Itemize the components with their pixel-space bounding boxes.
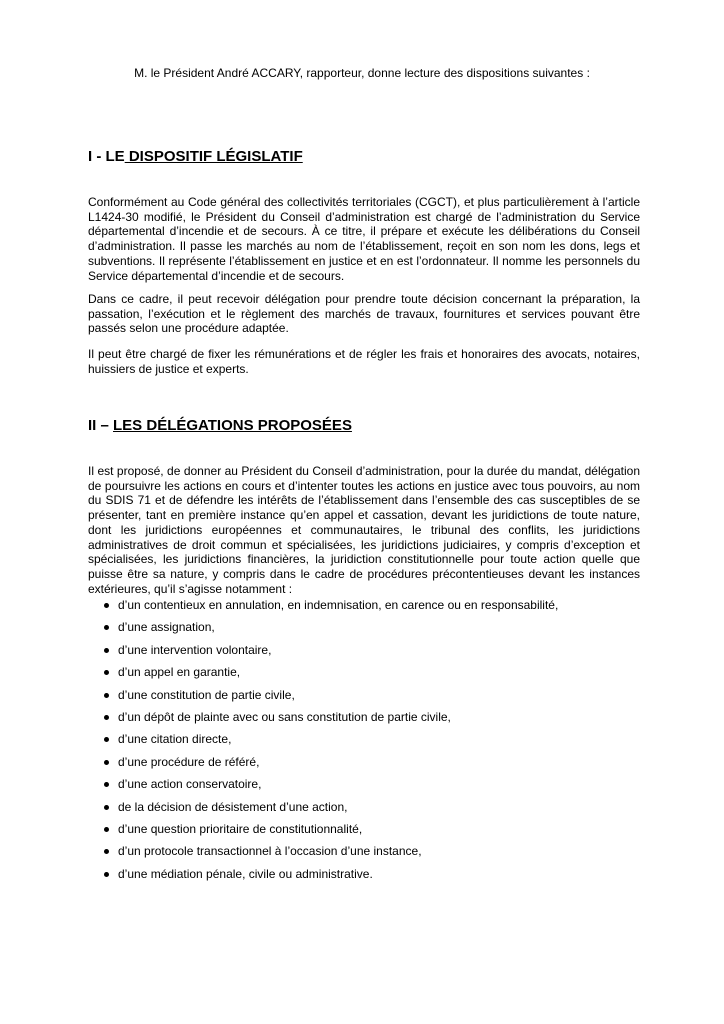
section-1-paragraph-3: Il peut être chargé de fixer les rémunérations et de régler les frais et honoraires des avocats, notaires, huissiers de justice et experts. (88, 347, 640, 376)
bullet-icon (104, 693, 109, 698)
intro-line: M. le Président André ACCARY, rapporteur, donne lecture des dispositions suivantes : (134, 66, 590, 80)
section-1-prefix: I - LE (88, 148, 125, 165)
section-2-heading (88, 417, 352, 434)
section-1-paragraph-1: Conformément au Code général des collectivités territoriales (CGCT), et plus particulièrement à l’article L1424-30 modifié, le Président du Conseil d’administration est chargé de l’administration du Service départemental d’incendie et de secours. À ce titre, il prépare et exécute les délibérations du Conseil d’administration. Il passe les marchés au nom de l’établissement, reçoit en son nom les dons, legs et subventions. Il représente l’établissement en justice et en est l’ordonnateur. Il nomme les personnels du Service départemental d’incendie et de secours. (88, 195, 640, 283)
section-1-title: DISPOSITIF LÉGISLATIF (124, 148, 303, 165)
list-item: d’une intervention volontaire, (88, 643, 640, 665)
list-item: d’un protocole transactionnel à l’occasion d’une instance, (88, 844, 640, 866)
bullet-icon (104, 715, 109, 720)
bullet-icon (104, 849, 109, 854)
bullet-icon (104, 760, 109, 765)
section-1-paragraph-2: Dans ce cadre, il peut recevoir délégation pour prendre toute décision concernant la préparation, la passation, l’exécution et le règlement des marchés de travaux, fournitures et services pouvant être passés selon une procédure adaptée. (88, 292, 640, 336)
list-item: d’une procédure de référé, (88, 755, 640, 777)
list-item: d’une question prioritaire de constitutionnalité, (88, 822, 640, 844)
list-item: d’un dépôt de plainte avec ou sans constitution de partie civile, (88, 710, 640, 732)
bullet-icon (104, 648, 109, 653)
list-item: d’une constitution de partie civile, (88, 688, 640, 710)
list-item: d’un appel en garantie, (88, 665, 640, 687)
list-item: d’une citation directe, (88, 732, 640, 754)
list-item: d’une assignation, (88, 620, 640, 642)
bullet-icon (104, 625, 109, 630)
bullet-icon (104, 737, 109, 742)
bullet-icon (104, 805, 109, 810)
section-2-prefix: II – (88, 417, 114, 434)
section-2-paragraph: Il est proposé, de donner au Président du Conseil d’administration, pour la durée du mandat, délégation de poursuivre les actions en cours et d’intenter toutes les actions en justice avec tous pouvoirs, au nom du SDIS 71 et de défendre les intérêts de l’établissement dans l’ensemble des cas susceptibles de se présenter, tant en première instance qu’en appel et cassation, devant les juridictions de toute nature, dont les juridictions européennes et communautaires, le tribunal des conflits, les juridictions administratives de droit commun et spécialisées, les juridictions judiciaires, y compris d’exception et spécialisées, les juridictions financières, la juridiction constitutionnelle pour toute action quelle que puisse être sa nature, y compris dans le cadre de procédures précontentieuses devant les instances extérieures, qu’il s’agisse notamment : (88, 464, 640, 596)
list-item: d’une action conservatoire, (88, 777, 640, 799)
bullet-icon (104, 670, 109, 675)
list-item: de la décision de désistement d’une action, (88, 800, 640, 822)
list-item: d’un contentieux en annulation, en indemnisation, en carence ou en responsabilité, (88, 598, 640, 620)
bullet-icon (104, 827, 109, 832)
section-2-title: LES DÉLÉGATIONS PROPOSÉES (113, 417, 352, 434)
bullet-icon (104, 782, 109, 787)
bullet-icon (104, 603, 109, 608)
section-1-heading (88, 148, 303, 165)
bullet-icon (104, 872, 109, 877)
list-item: d’une médiation pénale, civile ou administrative. (88, 867, 640, 889)
delegation-list (88, 598, 640, 889)
